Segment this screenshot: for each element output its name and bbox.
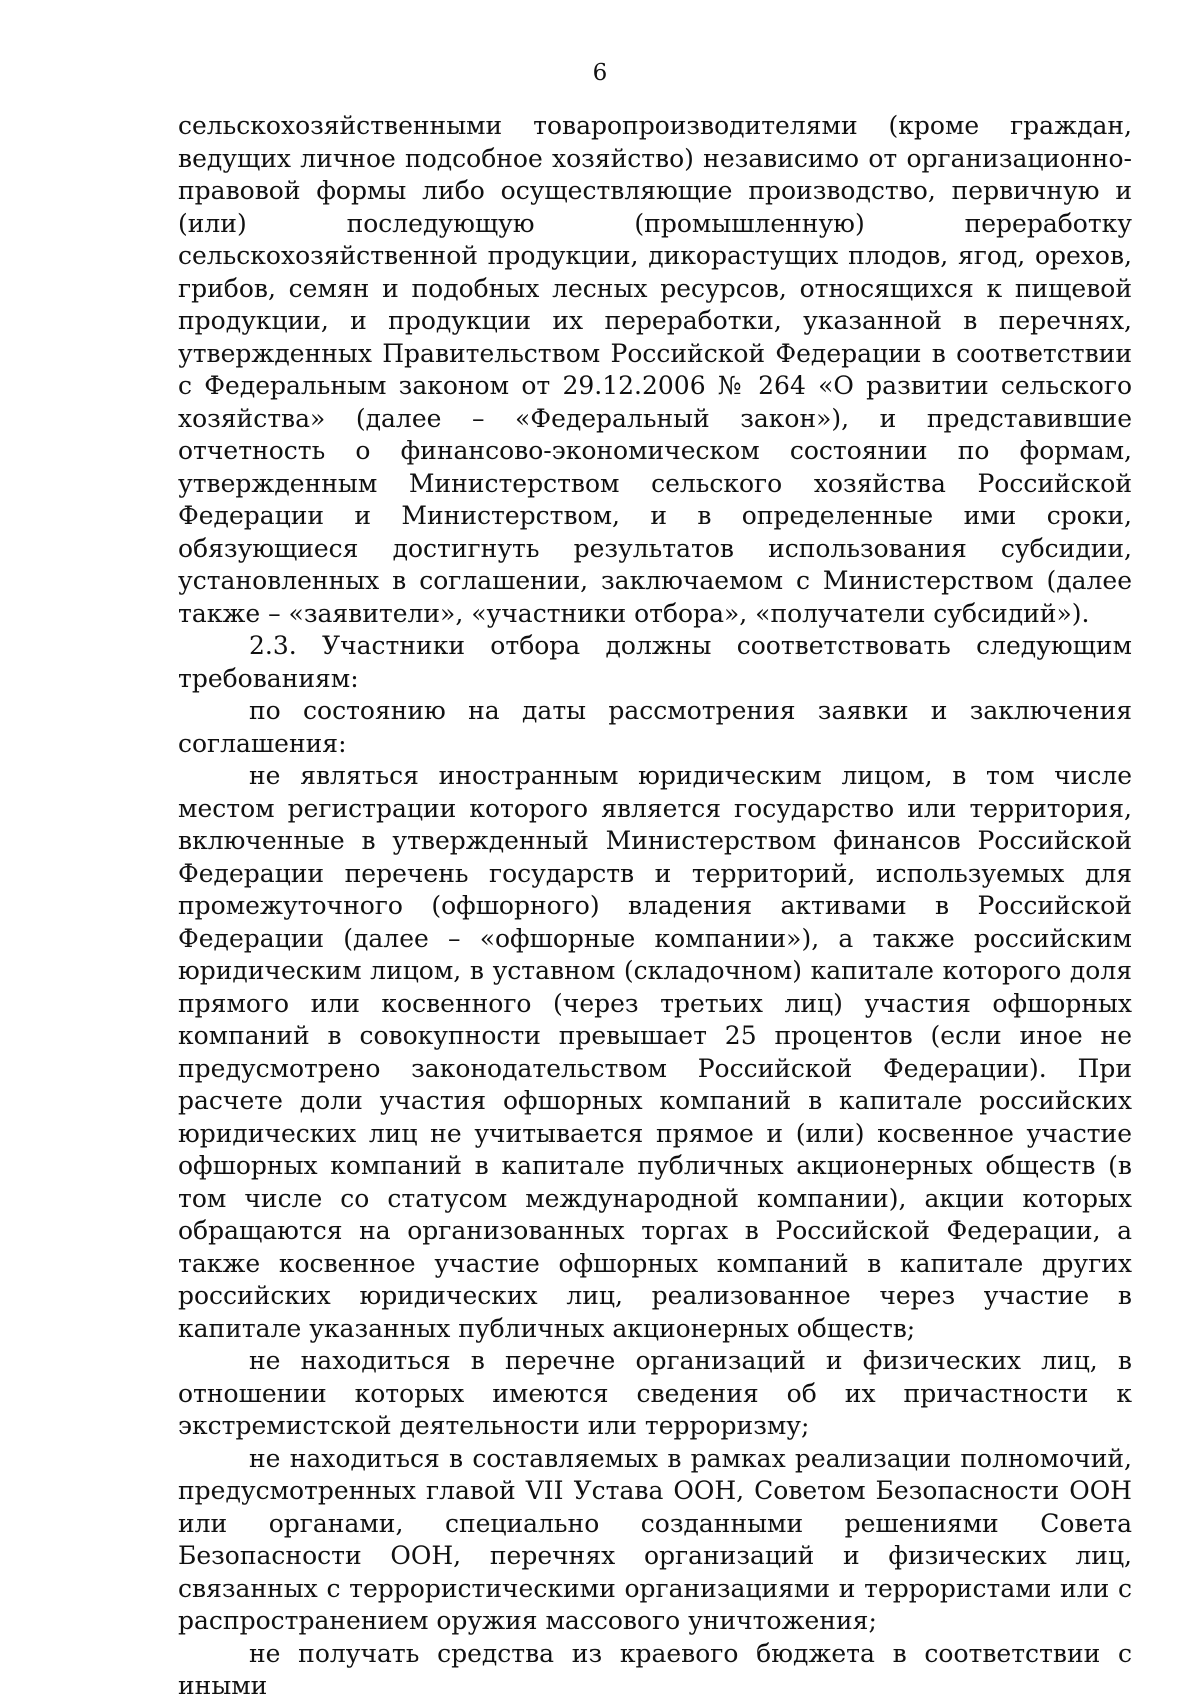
paragraph-as-of-dates: по состоянию на даты рассмотрения заявки и заключения соглашения: bbox=[178, 696, 1132, 758]
paragraph-offshore-requirement: не являться иностранным юридическим лицом, в том числе местом регистрации которого является государство или территория, включенные в утвержденный Министерством финансов Российской Федерации перечень государств и территорий, используемых для промежуточного (офшорного) владения активами в Российской Федерации (далее – «офшорные компании»), а также российским юридическим лицом, в уставном (складочном) капитале которого доля прямого или косвенного (через третьих лиц) участия офшорных компаний в совокупности превышает 25 процентов (если иное не предусмотрено законодательством Российской Федерации). При расчете доли участия офшорных компаний в капитале российских юридических лиц не учитывается прямое и (или) косвенное участие офшорных компаний в капитале публичных акционерных обществ (в том числе со статусом международной компании), акции которых обращаются на организованных торгах в Российской Федерации, а также косвенное участие офшорных компаний в капитале других российских юридических лиц, реализованное через участие в капитале указанных публичных акционерных обществ; bbox=[178, 761, 1132, 1343]
document-body bbox=[178, 110, 1132, 1703]
page-number: 6 bbox=[592, 60, 608, 86]
paragraph-eligible-applicants: сельскохозяйственными товаропроизводителями (кроме граждан, ведущих личное подсобное хозяйство) независимо от организационно-правовой формы либо осуществляющие производство, первичную и (или) последующую (промышленную) переработку сельскохозяйственной продукции, дикорастущих плодов, ягод, орехов, грибов, семян и подобных лесных ресурсов, относящихся к пищевой продукции, и продукции их переработки, указанной в перечнях, утвержденных Правительством Российской Федерации в соответствии с Федеральным законом от 29.12.2006 № 264 «О развитии сельского хозяйства» (далее – «Федеральный закон»), и представившие отчетность о финансово-экономическом состоянии по формам, утвержденным Министерством сельского хозяйства Российской Федерации и Министерством, и в определенные ими сроки, обязующиеся достигнуть результатов использования субсидии, установленных в соглашении, заключаемом с Министерством (далее также – «заявители», «участники отбора», «получатели субсидий»). bbox=[178, 111, 1132, 628]
paragraph-regional-budget: не получать средства из краевого бюджета в соответствии с иными bbox=[178, 1638, 1132, 1700]
paragraph-extremism-list: не находиться в перечне организаций и физических лиц, в отношении которых имеются сведения об их причастности к экстремистской деятельности или терроризму; bbox=[178, 1346, 1132, 1440]
paragraph-section-2-3: 2.3. Участники отбора должны соответствовать следующим требованиям: bbox=[178, 631, 1132, 693]
paragraph-un-sanctions-list: не находиться в составляемых в рамках реализации полномочий, предусмотренных главой VII Устава ООН, Советом Безопасности ООН или органами, специально созданными решениями Совета Безопасности ООН, перечнях организаций и физических лиц, связанных с террористическими организациями и террористами или с распространением оружия массового уничтожения; bbox=[178, 1443, 1132, 1635]
